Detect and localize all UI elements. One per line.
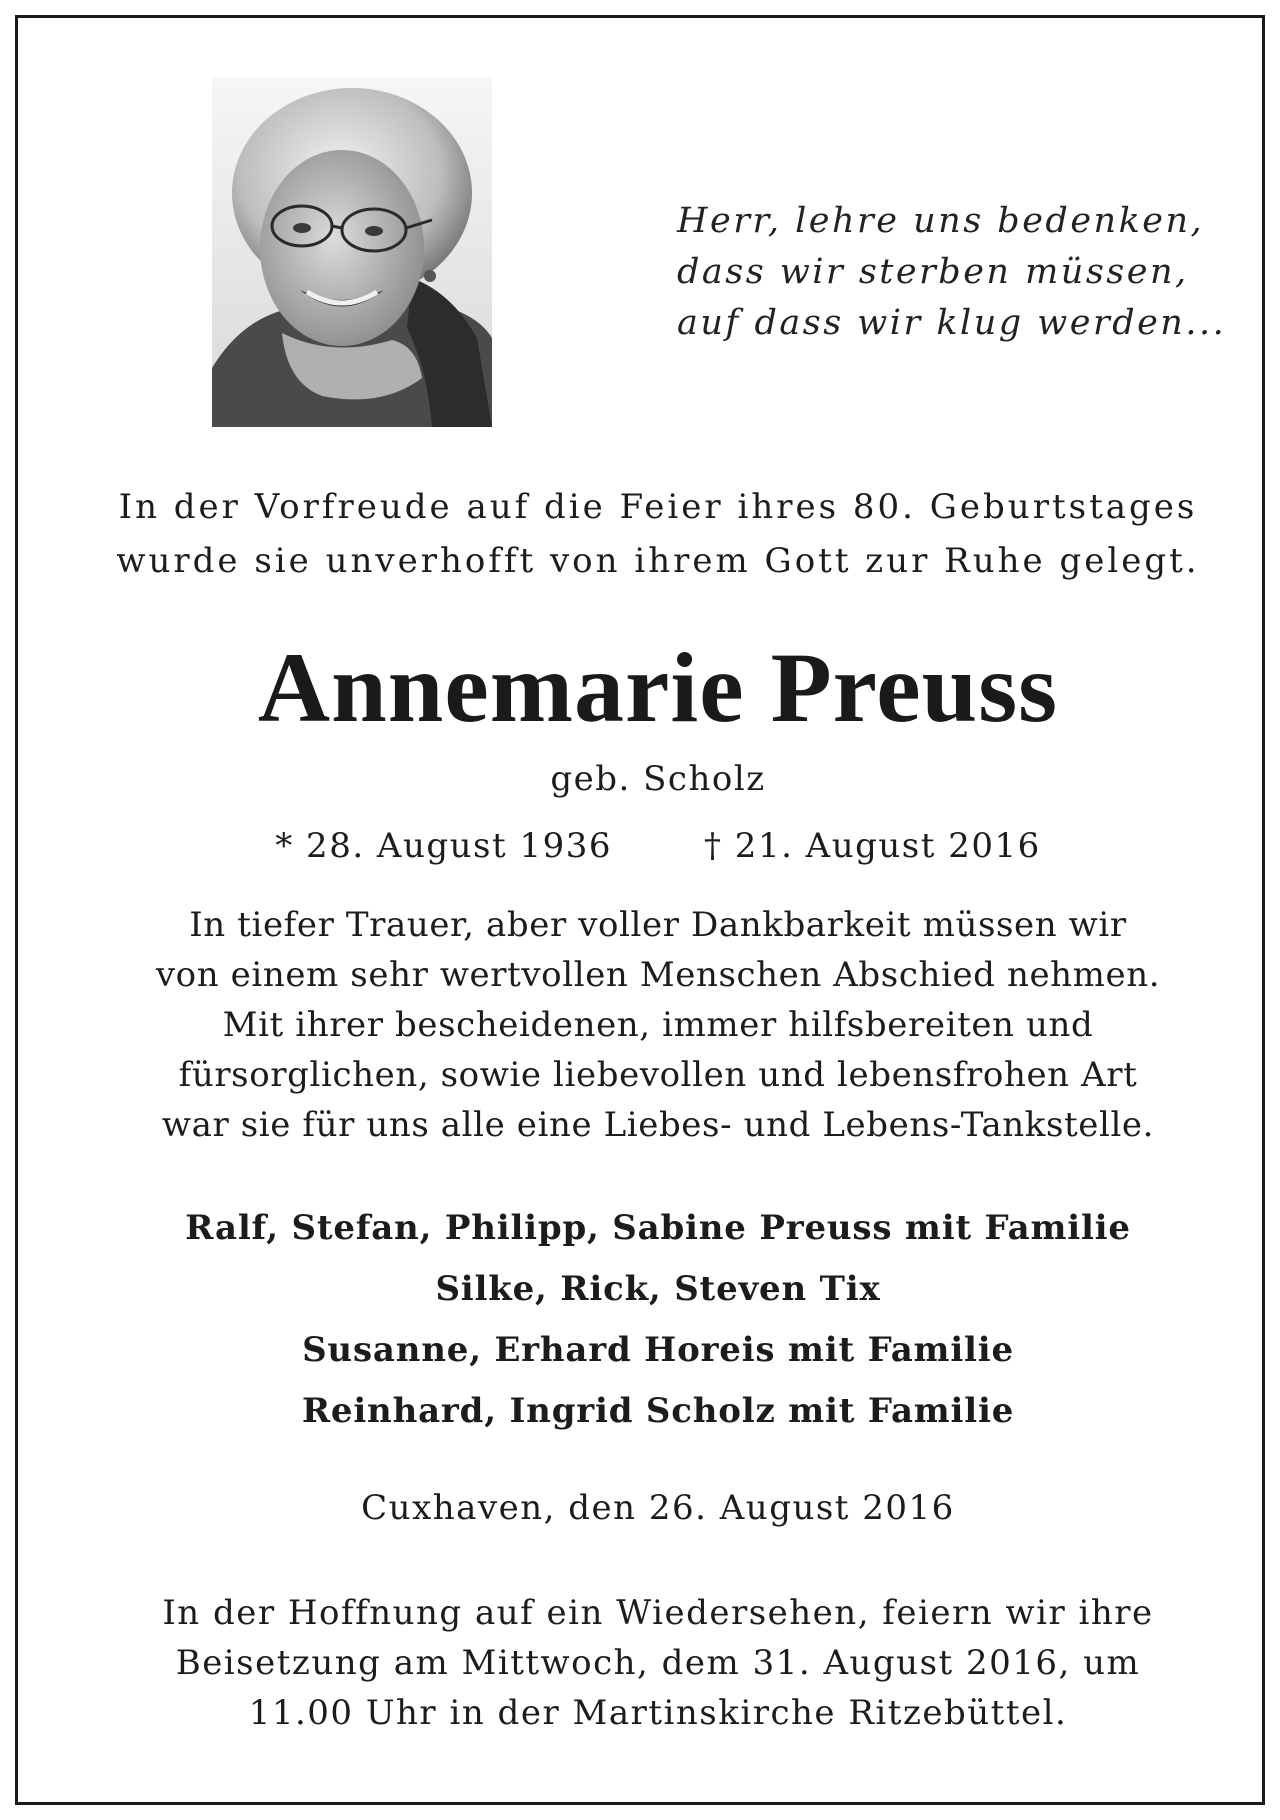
funeral-line: 11.00 Uhr in der Martinskirche Ritzebüttel. [248,1693,1068,1733]
mourner-entry: Silke, Rick, Steven Tix [435,1269,881,1309]
intro-line: In der Vorfreude auf die Feier ihres 80. Geburtstages [118,487,1198,527]
bible-verse [677,196,1237,349]
deceased-name: Annemarie Preuss [257,632,1059,743]
portrait-photo [212,78,492,427]
obituary-frame [15,15,1265,1805]
verse-line: auf dass wir klug werden... [677,303,1227,343]
place-and-date: Cuxhaven, den 26. August 2016 [361,1488,955,1528]
verse-line: dass wir sterben müssen, [677,252,1189,292]
mourner-entry: Ralf, Stefan, Philipp, Sabine Preuss mit Familie [185,1208,1131,1248]
life-dates [58,821,1258,871]
intro-text [58,480,1258,588]
mourner-entry: Susanne, Erhard Horeis mit Familie [302,1330,1014,1370]
funeral-line: In der Hoffnung auf ein Wiedersehen, feiern wir ihre [162,1593,1154,1633]
intro-line: wurde sie unverhofft von ihrem Gott zur Ruhe gelegt. [116,541,1200,581]
birth-date: * 28. August 1936 [275,826,612,866]
funeral-info [58,1588,1258,1738]
mourning-message [58,900,1258,1150]
message-line: In tiefer Trauer, aber voller Dankbarkeit müssen wir [189,905,1127,945]
mourners-list [58,1198,1258,1442]
maiden-name: geb. Scholz [550,759,766,799]
message-line: Mit ihrer bescheidenen, immer hilfsbereiten und [222,1005,1094,1045]
death-date: † 21. August 2016 [704,826,1041,866]
message-line: war sie für uns alle eine Liebes- und Lebens-Tankstelle. [161,1105,1155,1145]
funeral-line: Beisetzung am Mittwoch, dem 31. August 2016, um [175,1643,1141,1683]
verse-line: Herr, lehre uns bedenken, [677,201,1205,241]
mourner-entry: Reinhard, Ingrid Scholz mit Familie [301,1391,1015,1431]
message-line: von einem sehr wertvollen Menschen Abschied nehmen. [155,955,1161,995]
message-line: fürsorglichen, sowie liebevollen und lebensfrohen Art [178,1055,1138,1095]
